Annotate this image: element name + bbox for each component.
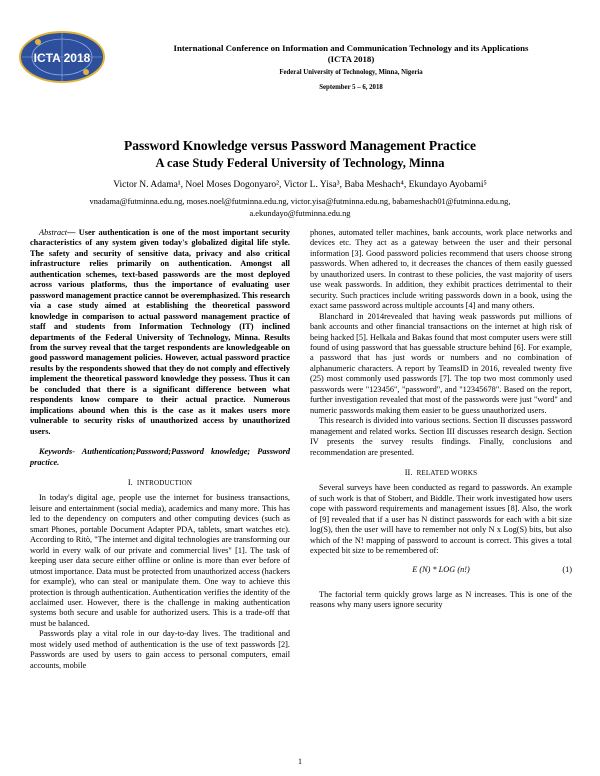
author-emails: [20, 196, 580, 219]
conference-dates: September 5 – 6, 2018: [319, 84, 383, 91]
left-column: [30, 228, 290, 671]
paper-title: Password Knowledge versus Password Management Practice: [123, 138, 477, 153]
abstract-text: — User authentication is one of the most important security characteristics of any system given today's globalized digital life style. The safety and security of sensitive data, privacy and also critical infrastructure relies primarily on authentication. Amongst all authentication schemes, text-based passwords are the most deployed across various platforms, thus the importance of evaluating user password management practice cannot be overemphasized. This research via a case study aimed at establishing the theoretical password knowledge in comparison to actual password management practice of staff and students from Information Technology (IT) inclined departments of the Federal University of Technology, Minna. Results from the survey reveal that the target respondents are knowledgeable on good password management policies. However, actual password practice results by the respondents showed that they do not comply and effectively implement the theoretical password knowledge they possess. Thus it can be concluded that there is a significant difference between what respondents know compare to their actual practice. Numerous implications abound when this is the case as it makes users more vulnerable to security risks of unauthorized access by unauthorized users.: [30, 228, 290, 436]
paragraph: Several surveys have been conducted as regard to passwords. An example of such work is that of Stobert, and Biddle. Their work investigated how users cope with password requirements and management issues [8]. Also, the work of [9] revealed that if a user has N distinct passwords for each with a bit size log(S), then the user will have to remember not only N x Log(S) bits, but also which of the N! mapping of password to account is correct. This gives a total expected bit size to be remembered of:: [310, 483, 572, 556]
conference-acronym: (ICTA 2018): [327, 54, 375, 64]
paragraph: This research is divided into various sections. Section II discusses password management and related works. Section III discusses research design. Section IV presents the survey results findings. Finally, conclusions and recommendation are presented.: [310, 416, 572, 457]
paper-subtitle: A case Study Federal University of Technology, Minna: [155, 156, 445, 170]
paragraph: phones, automated teller machines, bank accounts, work place networks and devices etc. They act as a gateway between the user and their personal information [3]. Good password policies recommend that users choose strong passwords. When adhered to, it decreases the chances of them easily guessed by unauthorized users. In contrast to these policies, the vast majority of users use weak passwords. In addition, they exhibit practices detrimental to their security. Such practices include writing passwords down in a book, using the exact same password across multiple accounts [4] and many others.: [310, 228, 572, 311]
equation-number: (1): [562, 564, 572, 574]
icta-logo: [18, 30, 106, 84]
logo-text: ICTA 2018: [33, 51, 91, 65]
equation-text: E (N) * LOG (n!): [412, 564, 470, 574]
page-number: 1: [298, 757, 302, 766]
emails-line-1: vnadama@futminna.edu.ng, moses.noel@futminna.edu.ng, victor.yisa@futminna.edu.ng, babameshach01@futminna.edu.ng,: [89, 197, 511, 206]
paragraph: Passwords play a vital role in our day-to-day lives. The traditional and most widely used method of authentication is the use of text passwords [2]. Passwords are used by users to gain access to personal computers, email accounts, mobile: [30, 629, 290, 670]
conference-header: [112, 43, 590, 95]
right-column: [310, 228, 572, 611]
abstract: [30, 228, 290, 437]
paragraph: The factorial term quickly grows large as N increases. This is one of the reasons why many users ignore security: [310, 589, 572, 610]
paragraph: Blanchard in 2014revealed that having weak passwords put millions of bank accounts and other financial transactions on the internet at high risk of being hacked [5]. Helkala and Bakas found that most computer users were still found of using password that has guessable structure behind [6]. For example, a password that has just words or numbers and no combination of alphanumeric characters. A report by TeamsID in 2016, revealed twenty five (25) most commonly used passwords [7]. The top two most commonly used passwords were "123456", "password", and "12345678". Based on the report, further investigation revealed that most of the passwords were just "word" and numeric passwords making them easier to be guess unauthorized users.: [310, 311, 572, 415]
abstract-label: Abstract: [39, 228, 68, 237]
keywords: Keywords- Authentication;Password;Password knowledge; Password practice.: [30, 447, 290, 467]
section-heading-introduction: I. INTRODUCTION: [127, 477, 193, 487]
conference-venue: Federal University of Technology, Minna, Nigeria: [279, 69, 423, 76]
author-list: Victor N. Adama¹, Noel Moses Dogonyaro², Victor L. Yisa³, Baba Meshach⁴, Ekundayo Ayobami⁵: [113, 180, 487, 190]
paragraph: In today's digital age, people use the internet for business transactions, leisure and entertainment (social media), academics and many more. This has led to the dependency on computers and other computing devices (such as smart Phones, portable Document Adapter PDA, tablets, smart watches etc). According to Ritò, "The internet and digital technologies are transforming our world in every walk of our private and commercial lives" [1]. The task of keeping user data secure either offline or online is more than ever before of utmost importance. Data must be protected from unauthorized access (hackers for example), who can steal or manipulate them. One way to achieve this protection is through authentication. Authentication verifies the identity of the acclaimed user. However, there is the challenge in making authentication systems both secure and usable for authorized users. This is a trade-off that must be balanced.: [30, 493, 290, 628]
equation-1: [310, 565, 572, 580]
conference-name: International Conference on Information and Communication Technology and its Applications: [173, 43, 529, 53]
section-heading-related-works: II. RELATED WORKS: [404, 467, 478, 477]
emails-line-2: a.ekundayo@futminna.edu.ng: [249, 208, 351, 218]
